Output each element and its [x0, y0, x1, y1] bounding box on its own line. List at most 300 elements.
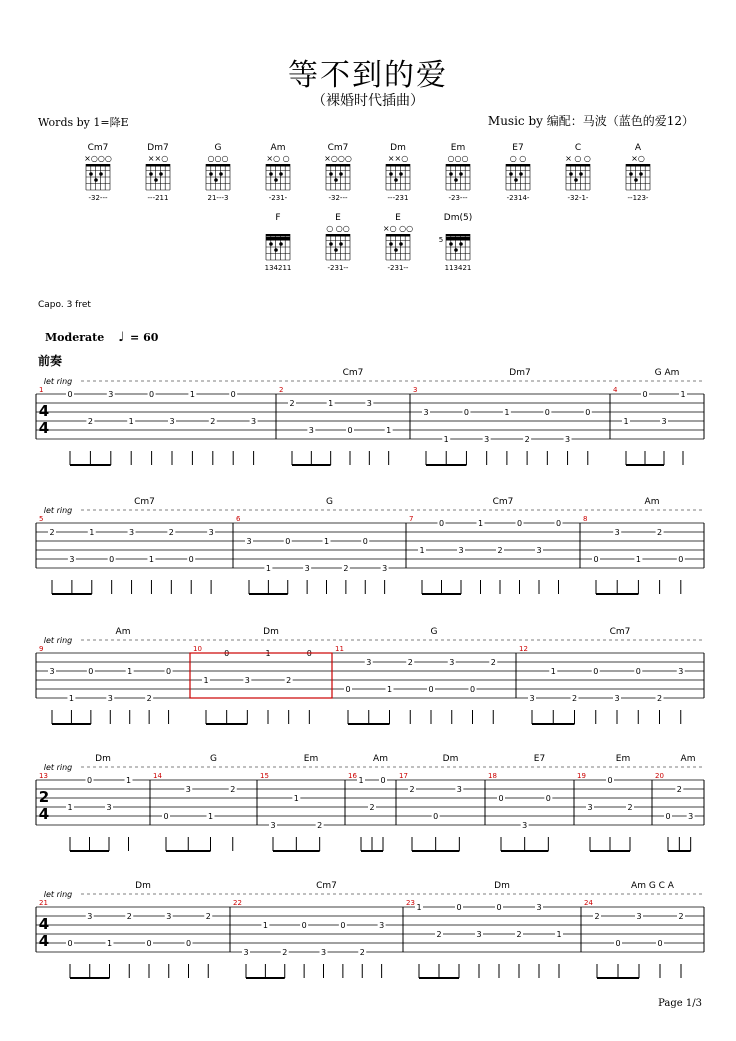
fret-number: 1 — [125, 776, 132, 785]
measure-chord-name: Dm — [95, 754, 111, 764]
fret-number: 1 — [443, 435, 449, 444]
chord-diagram-nut — [86, 164, 110, 167]
fret-number: 0 — [109, 555, 115, 564]
fret-number: 3 — [458, 546, 464, 555]
fret-number: 1 — [386, 426, 392, 435]
measure-chord-name: Dm — [442, 754, 459, 764]
fret-number: 1 — [148, 555, 154, 564]
measure-chord-name: Em — [303, 754, 319, 764]
chord-diagram-dot — [329, 172, 333, 176]
fret-number: 3 — [678, 667, 684, 676]
fret-number: 0 — [362, 537, 368, 546]
fret-number: 2 — [359, 948, 365, 957]
measure-number: 6 — [236, 515, 241, 523]
fret-number: 0 — [345, 685, 351, 694]
fret-number: 1 — [477, 519, 484, 528]
chord-diagram-open-marks: ××○ — [387, 154, 409, 163]
fret-number: 0 — [593, 555, 599, 564]
quarter-note-icon: ♩ — [118, 330, 125, 345]
fret-number: 1 — [67, 803, 73, 812]
chord-diagram-barre — [266, 237, 290, 240]
fret-number: 0 — [285, 537, 291, 546]
chord-diagram-nut — [386, 234, 410, 237]
fret-number: 0 — [340, 921, 346, 930]
fret-number: 3 — [484, 435, 490, 444]
measure-highlight-box — [190, 653, 332, 698]
chord-diagram-dot — [449, 242, 453, 246]
chord-diagram-dot — [389, 242, 393, 246]
fret-number: 2 — [317, 821, 323, 830]
fret-number: 2 — [230, 785, 236, 794]
measure-number: 1 — [39, 386, 44, 394]
chord-diagram-name: Cm7 — [327, 143, 349, 153]
chord-diagram-open-marks: ○ ○ — [509, 154, 527, 163]
chord-diagram-dot — [154, 178, 158, 182]
measure-chord-name: Cm7 — [492, 497, 514, 507]
fret-number: 3 — [308, 426, 314, 435]
fret-number: 1 — [265, 649, 271, 658]
chord-diagram-dot — [519, 172, 523, 176]
fret-number: 1 — [68, 694, 74, 703]
chord-diagram-dot — [334, 248, 338, 252]
fret-number: 1 — [127, 667, 133, 676]
fret-number: 3 — [169, 417, 175, 426]
song-title: 等不到的爱 — [288, 58, 448, 93]
fret-number: 1 — [293, 794, 299, 803]
measure-number: 3 — [413, 386, 418, 394]
chord-diagram-dot — [339, 172, 343, 176]
chord-diagram-fingering: --123- — [627, 194, 649, 202]
fret-number: 3 — [614, 694, 620, 703]
chord-diagram-open-marks: ○○○ — [207, 154, 229, 163]
chord-diagram-name: Am — [270, 143, 286, 153]
chord-diagram-name: Cm7 — [87, 143, 109, 153]
fret-number: 0 — [428, 685, 434, 694]
chord-diagram-name: Em — [450, 143, 466, 153]
chord-diagram-dot — [269, 172, 273, 176]
fret-number: 2 — [676, 785, 682, 794]
fret-number: 0 — [496, 903, 502, 912]
chord-diagram-nut — [446, 234, 470, 237]
fret-number: 3 — [536, 903, 542, 912]
fret-number: 0 — [433, 812, 439, 821]
chord-diagram-dot — [454, 248, 458, 252]
fret-number: 2 — [571, 694, 578, 703]
fret-number: 3 — [366, 399, 372, 408]
measure-chord-name: Am — [373, 754, 388, 764]
chord-diagram-dot — [329, 242, 333, 246]
fret-number: 3 — [270, 821, 276, 830]
words-by: Words by 1=降E — [38, 116, 129, 129]
fret-number: 1 — [550, 667, 556, 676]
fret-number: 3 — [476, 930, 482, 939]
fret-number: 0 — [224, 649, 230, 658]
chord-diagram-nut — [266, 234, 290, 237]
fret-number: 2 — [205, 912, 211, 921]
chord-diagram-open-marks: ×○○○ — [324, 154, 352, 163]
chord-diagram-dot — [629, 172, 633, 176]
measure-number: 8 — [583, 515, 588, 523]
chord-diagram-name: F — [275, 213, 281, 223]
measure-chord-name: Dm7 — [509, 368, 531, 378]
song-subtitle: （裸婚时代插曲） — [312, 93, 424, 109]
chord-diagram-dot — [634, 178, 638, 182]
fret-number: 1 — [323, 537, 330, 546]
fret-number: 0 — [544, 408, 550, 417]
fret-number: 3 — [69, 555, 75, 564]
fret-number: 2 — [87, 417, 93, 426]
chord-diagram-fingering: -32--- — [88, 194, 108, 202]
measure-number: 2 — [279, 386, 284, 394]
time-signature-numerator: 2 — [38, 788, 50, 806]
measure-chord-name: G — [326, 497, 333, 507]
fret-number: 2 — [407, 658, 413, 667]
fret-number: 3 — [106, 803, 112, 812]
measure-chord-name: G — [430, 627, 438, 637]
fret-number: 1 — [416, 903, 422, 912]
measure-chord-name: Am — [115, 627, 131, 637]
chord-diagram-dot — [459, 172, 463, 176]
fret-number: 1 — [128, 417, 134, 426]
chord-diagram-fingering: 134211 — [264, 264, 292, 272]
fret-number: 0 — [607, 776, 613, 785]
fret-number: 1 — [189, 390, 195, 399]
chord-diagram-name: Dm(5) — [443, 213, 473, 223]
chord-diagram-dot — [159, 172, 163, 176]
fret-number: 1 — [89, 528, 95, 537]
let-ring-label: let ring — [43, 506, 73, 515]
chord-diagram-dot — [514, 178, 518, 182]
measure-number: 11 — [335, 645, 344, 653]
measure-number: 22 — [233, 899, 242, 907]
chord-diagram-dot — [394, 178, 398, 182]
tempo-label: Moderate — [45, 331, 105, 344]
chord-diagram-open-marks: ××○ — [147, 154, 169, 163]
fret-number: 3 — [423, 408, 429, 417]
chord-diagram-fingering: 113421 — [444, 264, 472, 272]
fret-number: 0 — [347, 426, 353, 435]
fret-number: 3 — [661, 417, 667, 426]
fret-number: 0 — [188, 555, 194, 564]
chord-diagram-dot — [339, 242, 343, 246]
fret-number: 1 — [386, 685, 393, 694]
chord-diagram-nut — [566, 164, 590, 167]
chord-diagram-dot — [334, 178, 338, 182]
measure-chord-name: Cm7 — [609, 627, 631, 637]
measure-chord-name: E7 — [533, 754, 546, 764]
let-ring-label: let ring — [43, 377, 73, 386]
measure-chord-name: Am — [644, 497, 660, 507]
chord-diagram-nut — [206, 164, 230, 167]
measure-number: 19 — [577, 772, 586, 780]
fret-number: 2 — [168, 528, 174, 537]
fret-number: 3 — [108, 390, 114, 399]
fret-number: 3 — [49, 667, 55, 676]
measure-number: 4 — [613, 386, 618, 394]
chord-diagram-dot — [274, 248, 278, 252]
fret-number: 3 — [244, 676, 250, 685]
fret-number: 2 — [409, 785, 415, 794]
chord-diagram-fret-number: 5 — [438, 236, 444, 244]
section-label: 前奏 — [38, 354, 63, 368]
fret-number: 0 — [146, 939, 152, 948]
chord-diagram-name: Dm7 — [147, 143, 169, 153]
chord-diagram-dot — [279, 242, 283, 246]
fret-number: 2 — [126, 912, 132, 921]
measure-number: 10 — [193, 645, 202, 653]
measure-chord-name: Dm — [263, 627, 279, 637]
fret-number: 3 — [565, 435, 571, 444]
chord-diagram-nut — [266, 164, 290, 167]
fret-number: 0 — [463, 408, 469, 417]
tempo-value: = 60 — [130, 331, 159, 344]
fret-number: 0 — [86, 776, 93, 785]
fret-number: 1 — [419, 546, 425, 555]
fret-number: 0 — [67, 390, 73, 399]
measure-chord-name: Dm — [135, 881, 151, 891]
measure-chord-name: G Am — [654, 368, 680, 378]
fret-number: 0 — [498, 794, 504, 803]
fret-number: 2 — [282, 948, 288, 957]
chord-diagram-fingering: -32-1- — [567, 194, 589, 202]
fret-number: 3 — [87, 912, 93, 921]
chord-diagram-open-marks: ○○○ — [447, 154, 469, 163]
fret-number: 3 — [536, 546, 542, 555]
chord-diagram-name: E — [395, 213, 401, 223]
measure-number: 9 — [39, 645, 44, 653]
fret-number: 1 — [203, 676, 209, 685]
chord-diagram-nut — [326, 164, 350, 167]
chord-diagram-dot — [459, 242, 463, 246]
measure-number: 7 — [409, 515, 414, 523]
fret-number: 0 — [593, 667, 599, 676]
chord-diagram-open-marks: ×○ — [631, 154, 645, 163]
fret-number: 1 — [504, 408, 510, 417]
chord-diagram-dot — [99, 172, 103, 176]
measure-chord-name: Cm7 — [342, 368, 364, 378]
measure-number: 18 — [488, 772, 497, 780]
fret-number: 0 — [585, 408, 591, 417]
chord-diagram-dot — [569, 172, 573, 176]
fret-number: 1 — [328, 399, 334, 408]
chord-diagram-fingering: -2314- — [506, 194, 530, 202]
time-signature-denominator: 4 — [38, 419, 50, 437]
fret-number: 0 — [163, 812, 169, 821]
fret-number: 2 — [627, 803, 633, 812]
fret-number: 0 — [230, 390, 236, 399]
measure-number: 24 — [584, 899, 593, 907]
fret-number: 1 — [635, 555, 641, 564]
measure-chord-name: Cm7 — [134, 497, 155, 507]
fret-number: 3 — [382, 564, 388, 573]
chord-diagram-nut — [506, 164, 530, 167]
fret-number: 3 — [208, 528, 214, 537]
fret-number: 0 — [678, 555, 684, 564]
fret-number: 0 — [545, 794, 551, 803]
fret-number: 2 — [210, 417, 216, 426]
fret-number: 3 — [246, 537, 252, 546]
fret-number: 3 — [449, 658, 455, 667]
chord-diagram-fingering: 21---3 — [207, 194, 229, 202]
measure-number: 15 — [260, 772, 269, 780]
fret-number: 3 — [166, 912, 172, 921]
chord-diagram-fingering: -32--- — [328, 194, 348, 202]
chord-diagram-dot — [219, 172, 223, 176]
fret-number: 0 — [185, 939, 192, 948]
fret-number: 0 — [657, 939, 663, 948]
fret-number: 3 — [456, 785, 462, 794]
fret-number: 3 — [185, 785, 191, 794]
fret-number: 3 — [366, 658, 372, 667]
measure-chord-name: Cm7 — [316, 881, 337, 891]
chord-diagram-dot — [274, 178, 278, 182]
time-signature-numerator: 4 — [38, 915, 50, 933]
chord-diagram-dot — [579, 172, 583, 176]
fret-number: 3 — [522, 821, 528, 830]
chord-diagram-dot — [209, 172, 213, 176]
chord-diagram-dot — [399, 242, 403, 246]
chord-diagram-dot — [149, 172, 153, 176]
let-ring-label: let ring — [43, 890, 73, 899]
measure-number: 17 — [399, 772, 408, 780]
let-ring-label: let ring — [43, 763, 73, 772]
fret-number: 2 — [656, 694, 663, 703]
fret-number: 1 — [265, 564, 271, 573]
fret-number: 0 — [67, 939, 73, 948]
fret-number: 1 — [358, 776, 364, 785]
fret-number: 1 — [556, 930, 562, 939]
chord-diagram-dot — [214, 178, 218, 182]
capo-note: Capo. 3 fret — [38, 300, 91, 310]
chord-diagram-dot — [269, 242, 273, 246]
fret-number: 2 — [289, 399, 295, 408]
measure-chord-name: Dm — [494, 881, 510, 891]
fret-number: 0 — [456, 903, 462, 912]
fret-number: 3 — [636, 912, 642, 921]
fret-number: 0 — [555, 519, 562, 528]
fret-number: 3 — [304, 564, 310, 573]
fret-number: 2 — [594, 912, 600, 921]
chord-diagram-open-marks: ○ ○○ — [326, 224, 350, 233]
fret-number: 2 — [678, 912, 684, 921]
chord-diagram-fingering: -23--- — [448, 194, 468, 202]
fret-number: 3 — [529, 694, 535, 703]
fret-number: 3 — [614, 528, 620, 537]
fret-number: 3 — [107, 694, 113, 703]
fret-number: 3 — [320, 948, 327, 957]
fret-number: 2 — [49, 528, 55, 537]
chord-diagram-open-marks: × ○ ○ — [565, 154, 591, 163]
fret-number: 2 — [657, 528, 663, 537]
fret-number: 1 — [106, 939, 113, 948]
fret-number: 2 — [497, 546, 503, 555]
measure-number: 5 — [39, 515, 44, 523]
chord-diagram-dot — [509, 172, 513, 176]
fret-number: 3 — [379, 921, 385, 930]
chord-diagram-dot — [94, 178, 98, 182]
chord-diagram-dot — [399, 172, 403, 176]
fret-number: 0 — [301, 921, 307, 930]
chord-diagram-dot — [449, 172, 453, 176]
chord-diagram-fingering: ---231 — [387, 194, 409, 202]
fret-number: 0 — [635, 667, 641, 676]
chord-diagram-name: E — [335, 213, 341, 223]
chord-diagram-name: E7 — [512, 143, 524, 153]
fret-number: 1 — [262, 921, 268, 930]
fret-number: 1 — [207, 812, 214, 821]
chord-diagram-dot — [639, 172, 643, 176]
fret-number: 0 — [642, 390, 648, 399]
fret-number: 2 — [343, 564, 349, 573]
fret-number: 1 — [623, 417, 629, 426]
fret-number: 0 — [438, 519, 445, 528]
fret-number: 0 — [166, 667, 172, 676]
chord-diagram-nut — [326, 234, 350, 237]
chord-diagram-dot — [389, 172, 393, 176]
fret-number: 0 — [615, 939, 621, 948]
chord-diagram-dot — [574, 178, 578, 182]
chord-diagram-barre — [446, 237, 470, 240]
chord-diagram-open-marks: ×○ ○○ — [382, 224, 414, 233]
fret-number: 2 — [516, 930, 522, 939]
fret-number: 0 — [380, 776, 386, 785]
fret-number: 3 — [251, 417, 257, 426]
chord-diagram-open-marks: ×○ ○ — [266, 154, 290, 163]
chord-diagram-dot — [454, 178, 458, 182]
measure-chord-name: Em — [615, 754, 631, 764]
chord-diagram-dot — [279, 172, 283, 176]
fret-number: 0 — [306, 649, 312, 658]
chord-diagram-dot — [89, 172, 93, 176]
fret-number: 0 — [149, 390, 155, 399]
fret-number: 2 — [286, 676, 292, 685]
fret-number: 2 — [146, 694, 152, 703]
measure-number: 12 — [519, 645, 528, 653]
chord-diagram-open-marks: ×○○○ — [84, 154, 112, 163]
fret-number: 0 — [88, 667, 94, 676]
music-by: Music by 编配：马波（蓝色的爱12） — [487, 114, 694, 128]
fret-number: 0 — [516, 519, 523, 528]
chord-diagram-fingering: ---211 — [147, 194, 169, 202]
measure-number: 21 — [39, 899, 48, 907]
chord-diagram-name: A — [634, 143, 642, 153]
measure-number: 23 — [406, 899, 415, 907]
page-number: Page 1/3 — [658, 998, 702, 1009]
chord-diagram-name: G — [214, 143, 222, 153]
fret-number: 3 — [243, 948, 249, 957]
chord-diagram-nut — [626, 164, 650, 167]
fret-number: 0 — [665, 812, 671, 821]
fret-number: 2 — [524, 435, 530, 444]
chord-diagram-fingering: -231-- — [327, 264, 349, 272]
chord-diagram-fingering: -231-- — [387, 264, 409, 272]
chord-diagram-nut — [146, 164, 170, 167]
time-signature-denominator: 4 — [38, 805, 50, 823]
fret-number: 2 — [490, 658, 496, 667]
measure-number: 16 — [348, 772, 357, 780]
chord-diagram-name: C — [574, 143, 582, 153]
measure-chord-name: Am G C A — [631, 881, 674, 891]
let-ring-label: let ring — [43, 636, 73, 645]
measure-number: 14 — [153, 772, 162, 780]
chord-diagram-fingering: -231- — [268, 194, 288, 202]
chord-diagram-dot — [394, 248, 398, 252]
chord-diagram-nut — [386, 164, 410, 167]
time-signature-numerator: 4 — [38, 402, 50, 420]
fret-number: 1 — [680, 390, 686, 399]
fret-number: 3 — [587, 803, 593, 812]
time-signature-denominator: 4 — [38, 932, 50, 950]
